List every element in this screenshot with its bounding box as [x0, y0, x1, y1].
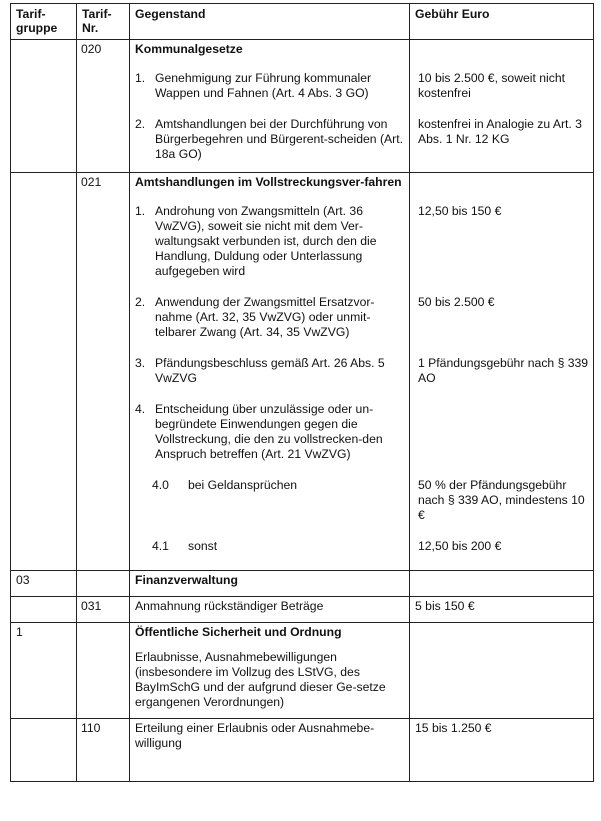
section-title: Öffentliche Sicherheit und Ordnung: [135, 625, 342, 639]
list-item: 1. Androhung von Zwangsmitteln (Art. 36 VwZVG), soweit sie nicht mit dem Ver-waltungsakt verbunden ist, durch den die Handlung, Duldung oder Unterlassung aufgegeben wird: [135, 204, 377, 278]
table-row: [11, 571, 594, 597]
fee-table: [10, 3, 594, 782]
table-row: [11, 623, 594, 649]
table-row: [11, 719, 594, 760]
fee-value: 12,50 bis 200 €: [418, 539, 502, 553]
tarif-nr: 020: [81, 42, 102, 56]
table-row: [11, 40, 594, 66]
table-row: [11, 597, 594, 623]
table-header-row: [11, 4, 594, 40]
list-item: 1. Genehmigung zur Führung kommunaler Wappen und Fahnen (Art. 4 Abs. 3 GO): [135, 71, 372, 100]
item-text: Erteilung einer Erlaubnis oder Ausnahmebe-willigung: [135, 721, 375, 750]
table-row: [11, 350, 594, 396]
sub-item: 4.1 sonst: [152, 539, 218, 553]
fee-value: 50 bis 2.500 €: [418, 295, 495, 309]
table-row: [11, 396, 594, 472]
fee-value: 15 bis 1.250 €: [415, 721, 492, 735]
table-row: [11, 173, 594, 199]
tarif-nr: 021: [81, 175, 102, 189]
fee-value: 10 bis 2.500 €, soweit nicht kostenfrei: [418, 71, 566, 100]
item-text: Anmahnung rückständiger Beträge: [135, 599, 324, 613]
list-item: 4. Entscheidung über unzulässige oder un-begründete Einwendungen gegen die Vollstreckung, die den zu vollstrecken-den Anspruch betreffen (Art. 21 VwZVG): [135, 402, 383, 461]
list-item: 2. Amtshandlungen bei der Durchführung von Bürgerbegehren und Bürgerent-scheiden (Art. 18a GO): [135, 117, 403, 161]
section-title: Finanzverwaltung: [135, 573, 238, 587]
fee-value: 50 % der Pfändungsgebühr nach § 339 AO, mindestens 10 €: [418, 478, 585, 522]
table-row: [11, 289, 594, 350]
section-title: Amtshandlungen im Vollstreckungsver-fahren: [135, 175, 402, 189]
section-intro: Erlaubnisse, Ausnahmebewilligungen (insbesondere im Vollzug des LStVG, des BayImSchG und der aufgrund dieser Ge-setze ergangenen Verordnungen): [135, 650, 386, 709]
table-row: [11, 65, 594, 111]
header-tarifnr: Tarif- Nr.: [77, 4, 130, 40]
header-gegenstand: Gegenstand: [130, 4, 410, 40]
fee-value: 5 bis 150 €: [415, 599, 475, 613]
fee-value: 12,50 bis 150 €: [418, 204, 502, 218]
tarif-gruppe: 03: [16, 573, 30, 587]
tarif-nr: 110: [81, 721, 101, 735]
table-row: [11, 198, 594, 289]
header-tarifgruppe: Tarif- gruppe: [11, 4, 77, 40]
list-item: 3. Pfändungsbeschluss gemäß Art. 26 Abs. 5 VwZVG: [135, 356, 385, 385]
table-row: [11, 648, 594, 719]
header-gebuehr: Gebühr Euro: [410, 4, 594, 40]
table-row: [11, 111, 594, 173]
fee-value: kostenfrei in Analogie zu Art. 3 Abs. 1 Nr. 12 KG: [418, 117, 582, 146]
fee-value: 1 Pfändungsgebühr nach § 339 AO: [418, 356, 589, 385]
fee-value: [410, 396, 593, 412]
table-row: [11, 472, 594, 533]
tarif-nr: 031: [81, 599, 102, 613]
table-row: [11, 533, 594, 571]
section-title: Kommunalgesetze: [135, 42, 243, 56]
list-item: 2. Anwendung der Zwangsmittel Ersatzvor-nahme (Art. 32, 35 VwZVG) oder unmit-telbarer Zwang (Art. 34, 35 VwZVG): [135, 295, 375, 339]
table-row-end: [11, 759, 594, 782]
sub-item: 4.0 bei Geldansprüchen: [152, 478, 298, 492]
tarif-gruppe: 1: [16, 625, 23, 639]
